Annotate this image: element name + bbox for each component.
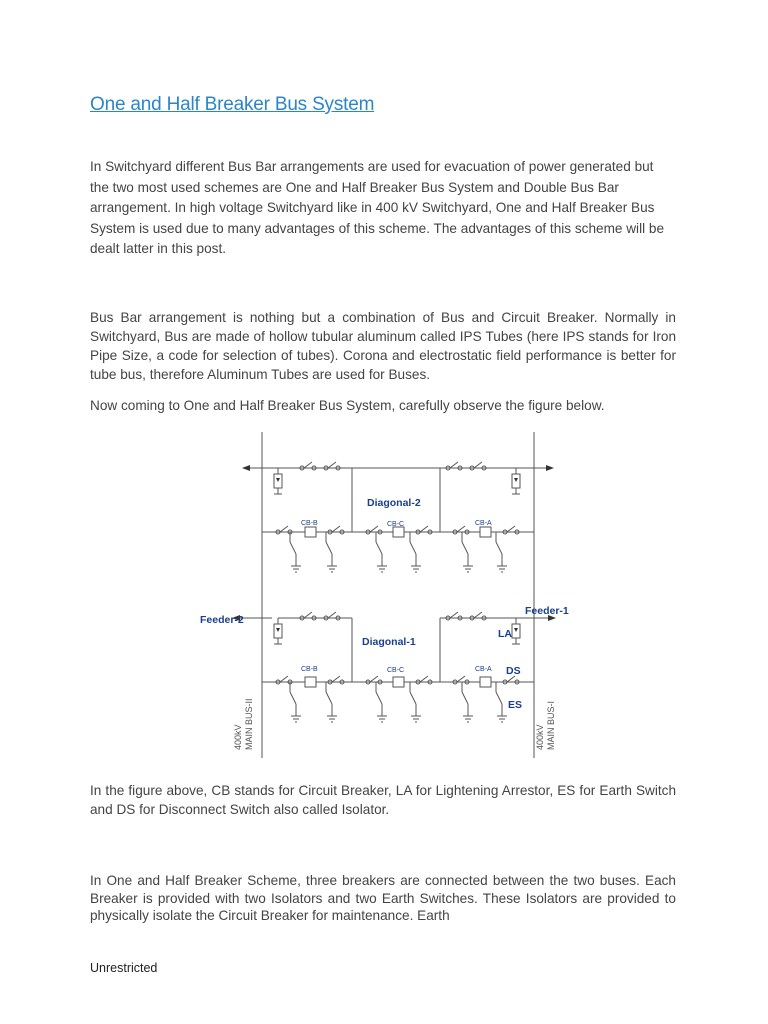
diagonal-2-label: Diagonal-2 bbox=[367, 497, 421, 509]
breaker-c-bottom bbox=[393, 677, 404, 687]
figure-intro-paragraph: Now coming to One and Half Breaker Bus System, carefully observe the figure below. bbox=[90, 398, 605, 413]
cb-b-label-top: CB-B bbox=[301, 520, 318, 527]
feeder-1-label: Feeder-1 bbox=[525, 605, 569, 617]
earth-switch-bottom-5 bbox=[462, 692, 468, 704]
one-and-half-breaker-diagram bbox=[190, 428, 590, 764]
breaker-b-top bbox=[305, 527, 316, 537]
bus-i-voltage-label: 400kV bbox=[535, 724, 545, 750]
la-label: LA bbox=[498, 628, 512, 640]
feeder-arrow-top-left bbox=[242, 465, 250, 471]
page-title[interactable]: One and Half Breaker Bus System bbox=[90, 94, 375, 115]
classification-footer: Unrestricted bbox=[90, 961, 158, 975]
intro-paragraph: In Switchyard different Bus Bar arrangements are used for evacuation of power generated but the two most used schemes are One and Half Breaker Bus System and Double Bus Bar arrangement. In high voltage Switchyard like in 400 kV Switchyard, One and Half Breaker Bus System is used due to many advantages of this scheme. The advantages of this scheme will be dealt latter in this post. bbox=[90, 159, 665, 257]
ds-label: DS bbox=[506, 665, 521, 677]
bus-bar-paragraph: Bus Bar arrangement is nothing but a combination of Bus and Circuit Breaker. Normally in Switchyard, Bus are made of hollow tubular aluminum called IPS Tubes (here IPS stands for Iron Pipe Size, a code for selection of tubes). Corona and electrostatic field performance is better for tube bus, therefore Aluminum Tubes are used for Buses. bbox=[90, 310, 676, 382]
cb-c-label-bottom: CB-C bbox=[387, 667, 405, 674]
earth-switch-top-4 bbox=[410, 542, 416, 554]
earth-switch-top-2 bbox=[326, 542, 332, 554]
breaker-a-top bbox=[480, 527, 491, 537]
earth-switch-bottom-4 bbox=[410, 692, 416, 704]
earth-switch-top-1 bbox=[290, 542, 296, 554]
diagonal-1-label: Diagonal-1 bbox=[362, 636, 416, 648]
earth-switch-bottom-6 bbox=[496, 692, 502, 704]
earth-switch-bottom-3 bbox=[376, 692, 382, 704]
breaker-c-top bbox=[393, 527, 404, 537]
cb-c-label-top: CB-C bbox=[387, 521, 405, 528]
figure-legend-paragraph: In the figure above, CB stands for Circuit Breaker, LA for Lightening Arrestor, ES for Earth Switch and DS for Disconnect Switch also called Isolator. bbox=[90, 783, 676, 817]
breaker-b-bottom bbox=[305, 677, 316, 687]
es-label: ES bbox=[508, 699, 523, 711]
feeder-arrow-top-right bbox=[546, 465, 554, 471]
bus-ii-voltage-label: 400kV bbox=[233, 724, 243, 750]
breaker-a-bottom bbox=[480, 677, 491, 687]
cb-a-label-bottom: CB-A bbox=[475, 666, 492, 673]
bus-ii-name-label: MAIN BUS-II bbox=[244, 698, 254, 750]
breaker-scheme-paragraph: In One and Half Breaker Scheme, three breakers are connected between the two buses. Each Breaker is provided with two Isolators and two Earth Switches. These Isolators are provided to physically isolate the Circuit Breaker for maintenance. Earth bbox=[90, 873, 676, 924]
feeder-2-label: Feeder-2 bbox=[200, 614, 244, 626]
bus-i-name-label: MAIN BUS-I bbox=[546, 700, 556, 750]
earth-switch-top-3 bbox=[376, 542, 382, 554]
earth-switch-top-6 bbox=[496, 542, 502, 554]
earth-switch-top-5 bbox=[462, 542, 468, 554]
earth-switch-bottom-1 bbox=[290, 692, 296, 704]
cb-b-label-bottom: CB-B bbox=[301, 666, 318, 673]
earth-switch-bottom-2 bbox=[326, 692, 332, 704]
cb-a-label-top: CB-A bbox=[475, 520, 492, 527]
